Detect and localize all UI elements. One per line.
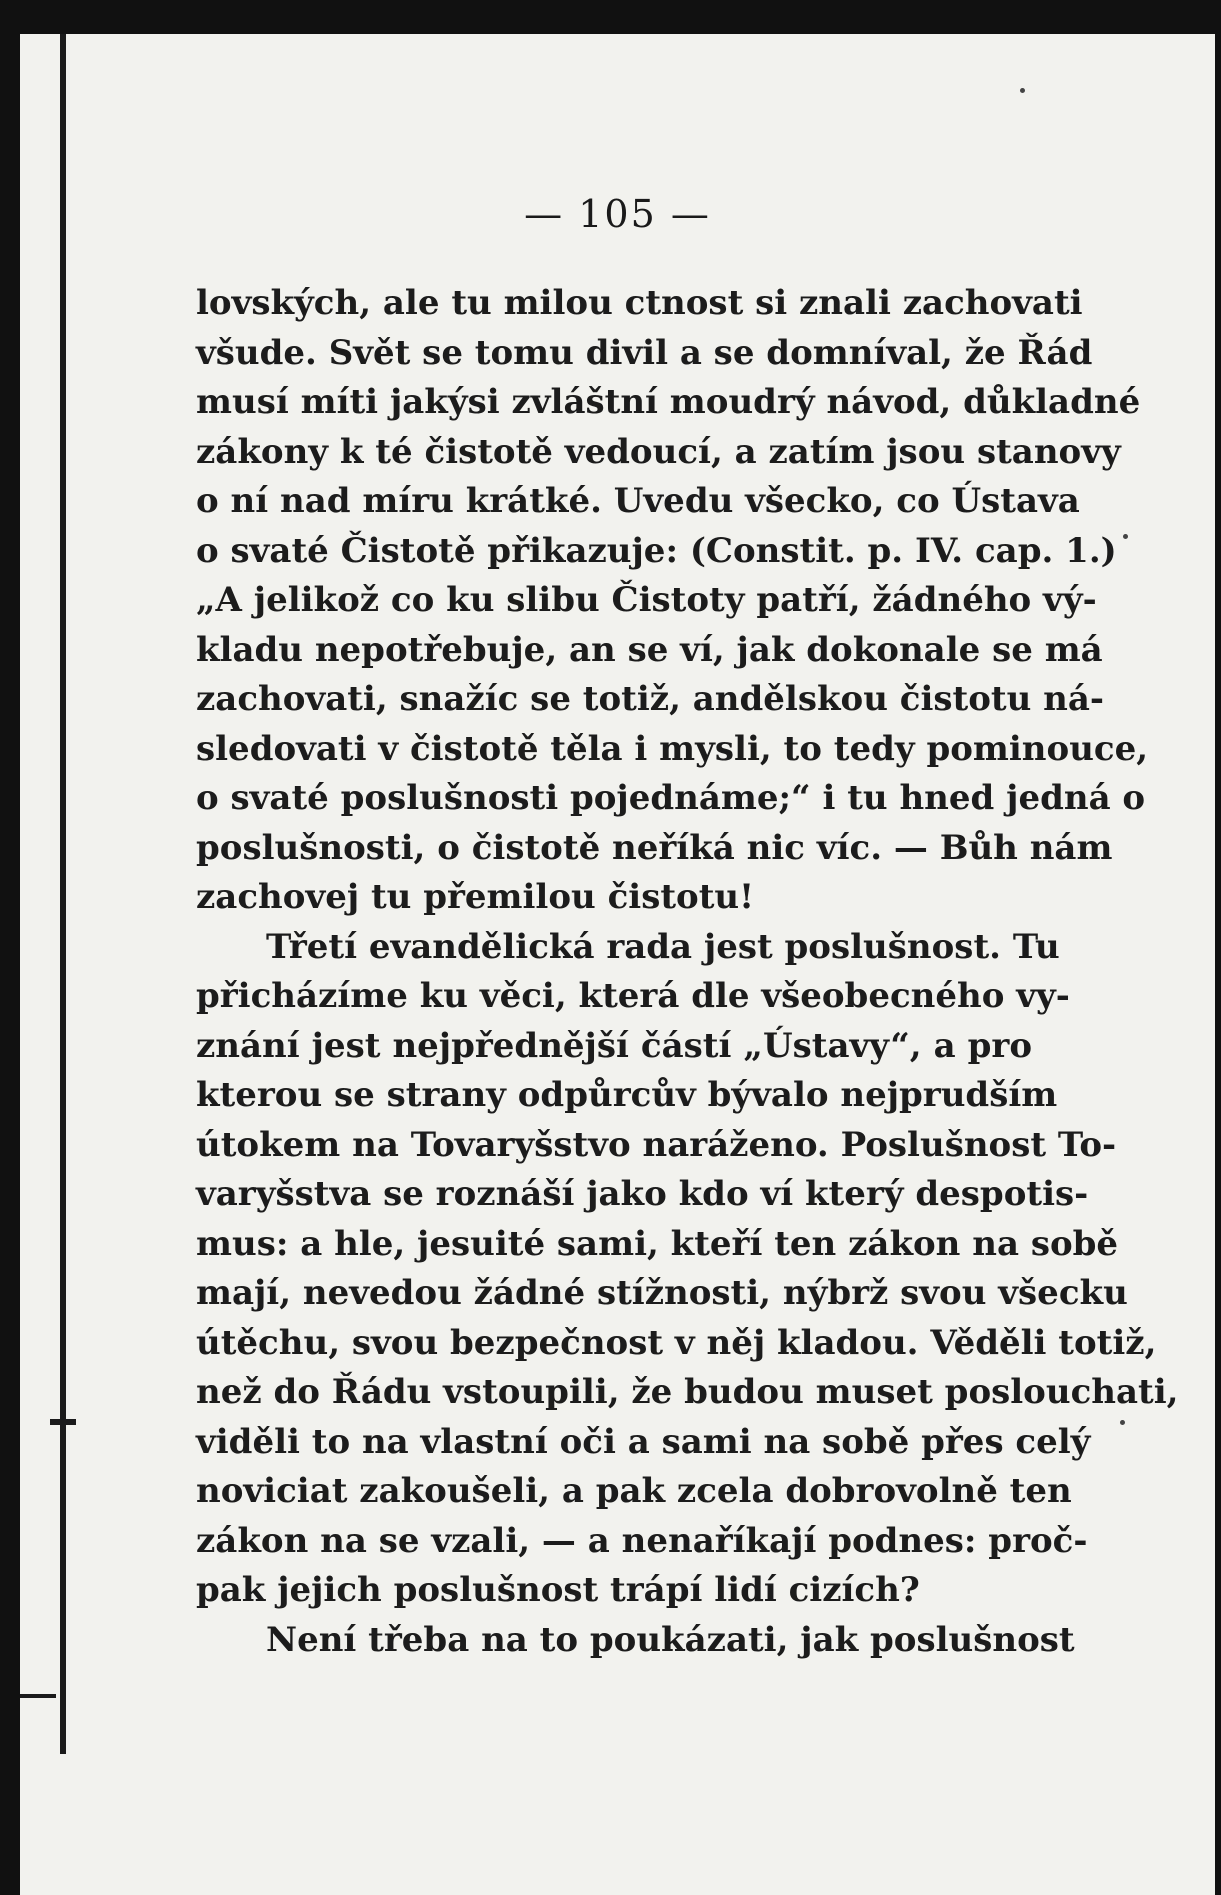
text-line: o svaté poslušnosti pojednáme;“ i tu hned jedná o <box>196 778 1146 818</box>
paper-speck <box>1120 1420 1125 1425</box>
text-line: noviciat zakoušeli, a pak zcela dobrovolně ten <box>196 1471 1072 1511</box>
page-number: — 105 — <box>524 192 711 236</box>
text-line: zákon na se vzali, — a nenaříkají podnes: proč- <box>196 1520 1088 1561</box>
paragraph-start-line: Třetí evandělická rada jest poslušnost. Tu <box>266 926 1060 967</box>
text-line: pak jejich poslušnost trápí lidí cizích? <box>196 1570 920 1610</box>
text-line: „A jelikož co ku slibu Čistoty patří, žádného vý- <box>196 580 1097 620</box>
text-line: lovských, ale tu milou ctnost si znali zachovati <box>196 283 1083 323</box>
paragraph-start-line: Není třeba na to poukázati, jak poslušnost <box>266 1619 1075 1660</box>
text-line: kladu nepotřebuje, an se ví, jak dokonale se má <box>196 629 1103 670</box>
text-line: mus: a hle, jesuité sami, kteří ten zákon na sobě <box>196 1223 1119 1264</box>
text-line: zákony k té čistotě vedoucí, a zatím jsou stanovy <box>196 431 1121 472</box>
body-text <box>196 279 1179 1665</box>
text-line: zachovati, snažíc se totiž, andělskou čistotu ná- <box>196 679 1105 719</box>
text-line: útokem na Tovaryšstvo naráženo. Poslušnost To- <box>196 1124 1117 1165</box>
text-line: než do Řádu vstoupili, že budou muset poslouchati, <box>196 1372 1179 1412</box>
text-line: znání jest nejpřednější částí „Ústavy“, a pro <box>196 1025 1032 1066</box>
text-line: viděli to na vlastní oči a sami na sobě přes celý <box>196 1421 1091 1462</box>
text-line: varyšstva se roznáší jako kdo ví který despotis- <box>196 1174 1089 1214</box>
text-line: mají, nevedou žádné stížnosti, nýbrž svou všecku <box>196 1273 1128 1313</box>
text-line: útěchu, svou bezpečnost v něj kladou. Věděli totiž, <box>196 1322 1157 1363</box>
text-line: přicházíme ku věci, která dle všeobecného vy- <box>196 976 1070 1016</box>
binding-mark <box>20 1694 56 1698</box>
binding-mark <box>50 1419 76 1425</box>
book-page <box>20 34 1215 1895</box>
text-line: o ní nad míru krátké. Uvedu všecko, co Ústava <box>196 481 1080 521</box>
text-line: sledovati v čistotě těla i mysli, to tedy pominouce, <box>196 728 1149 769</box>
text-line: poslušnosti, o čistotě neříká nic víc. — Bůh nám <box>196 827 1113 868</box>
text-line: o svaté Čistotě přikazuje: (Constit. p. IV. cap. 1.) <box>196 530 1117 571</box>
text-line: kterou se strany odpůrcův bývalo nejprudším <box>196 1075 1058 1115</box>
text-line: zachovej tu přemilou čistotu! <box>196 877 755 917</box>
text-line: musí míti jakýsi zvláštní moudrý návod, důkladné <box>196 382 1141 422</box>
paper-speck <box>1123 534 1128 539</box>
paper-speck <box>1020 88 1025 93</box>
text-line: všude. Svět se tomu divil a se domníval, že Řád <box>196 332 1093 373</box>
binding-edge <box>60 34 66 1754</box>
